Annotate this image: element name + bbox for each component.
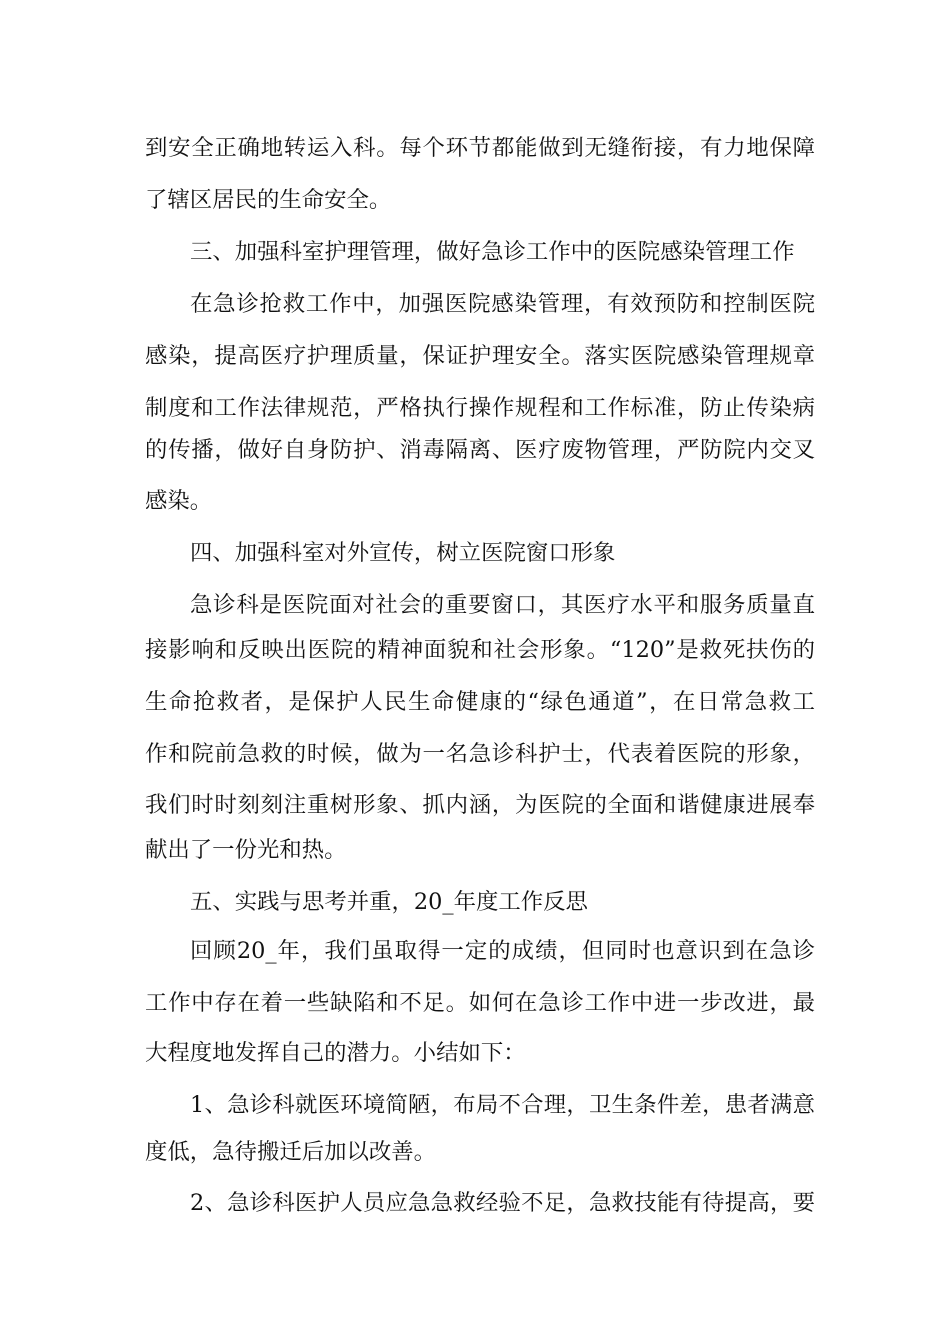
body-text-line: 大程度地发挥自己的潜力。小结如下： [145, 1040, 526, 1066]
body-text-line: 到安全正确地转运入科。每个环节都能做到无缝衔接，有力地保障 [145, 135, 815, 161]
body-text-line: 生命抢救者，是保护人民生命健康的“绿色通道”，在日常急救工 [145, 689, 815, 715]
body-text-line: 在急诊抢救工作中，加强医院感染管理，有效预防和控制医院 [190, 291, 815, 317]
body-text-line: 接影响和反映出医院的精神面貌和社会形象。“120”是救死扶伤的 [145, 637, 815, 663]
body-text-line: 我们时时刻刻注重树形象、抓内涵，为医院的全面和谐健康进展奉 [145, 792, 815, 818]
body-text-line: 的传播，做好自身防护、消毒隔离、医疗废物管理，严防院内交叉 [145, 437, 815, 463]
section-heading: 三、加强科室护理管理，做好急诊工作中的医院感染管理工作 [190, 239, 795, 265]
section-heading: 五、实践与思考并重，20_年度工作反思 [190, 889, 588, 915]
body-text-line: 感染，提高医疗护理质量，保证护理安全。落实医院感染管理规章 [145, 343, 815, 369]
section-heading: 四、加强科室对外宣传，树立医院窗口形象 [190, 540, 616, 566]
body-text-line: 制度和工作法律规范，严格执行操作规程和工作标准，防止传染病 [145, 395, 815, 421]
body-text-line: 度低，急待搬迁后加以改善。 [145, 1139, 437, 1165]
body-text-line: 献出了一份光和热。 [145, 837, 347, 863]
list-item: 2、急诊科医护人员应急急救经验不足，急救技能有待提高，要 [190, 1190, 815, 1216]
body-text-line: 急诊科是医院面对社会的重要窗口，其医疗水平和服务质量直 [190, 592, 815, 618]
body-text-line: 回顾20_年，我们虽取得一定的成绩，但同时也意识到在急诊 [190, 938, 815, 964]
body-text-line: 作和院前急救的时候，做为一名急诊科护士，代表着医院的形象， [145, 741, 815, 767]
body-text-line: 感染。 [145, 488, 213, 514]
body-text-line: 了辖区居民的生命安全。 [145, 187, 392, 213]
list-item: 1、急诊科就医环境简陋，布局不合理，卫生条件差，患者满意 [190, 1092, 815, 1118]
body-text-line: 工作中存在着一些缺陷和不足。如何在急诊工作中进一步改进，最 [145, 990, 815, 1016]
